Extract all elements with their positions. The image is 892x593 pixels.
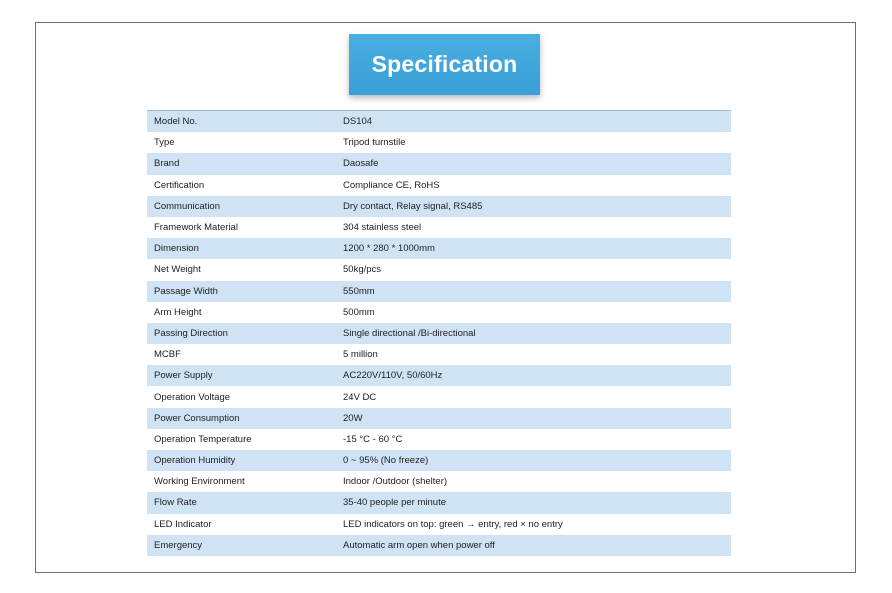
- specification-title-banner: [349, 34, 540, 95]
- spec-label: Model No.: [154, 116, 198, 128]
- spec-value: 0 ~ 95% (No freeze): [343, 455, 429, 467]
- table-row: [147, 492, 731, 513]
- spec-value: 20W: [343, 412, 363, 424]
- table-row: [147, 408, 731, 429]
- table-row: [147, 323, 731, 344]
- spec-label: Arm Height: [154, 306, 202, 318]
- spec-value: 550mm: [343, 285, 375, 297]
- spec-value: Single directional /Bi-directional: [343, 327, 476, 339]
- spec-label: LED Indicator: [154, 518, 212, 530]
- spec-value: 304 stainless steel: [343, 222, 422, 234]
- spec-value: Tripod turnstile: [343, 137, 406, 149]
- spec-value: Dry contact, Relay signal, RS485: [343, 200, 483, 212]
- table-row: [147, 259, 731, 280]
- spec-value: 35-40 people per minute: [343, 497, 446, 509]
- table-row: [147, 238, 731, 259]
- spec-value: 5 million: [343, 349, 378, 361]
- spec-label: Operation Voltage: [154, 391, 231, 403]
- specification-table: [147, 110, 731, 556]
- spec-value: LED indicators on top: green → entry, red × no entry: [343, 518, 563, 530]
- spec-label: MCBF: [154, 349, 181, 361]
- table-row: [147, 196, 731, 217]
- spec-value: 50kg/pcs: [343, 264, 382, 276]
- spec-label: Net Weight: [154, 264, 201, 276]
- table-row: [147, 175, 731, 196]
- table-row: [147, 111, 731, 132]
- spec-label: Flow Rate: [154, 497, 197, 509]
- spec-label: Operation Temperature: [154, 433, 252, 445]
- spec-label: Power Supply: [154, 370, 213, 382]
- table-row: [147, 450, 731, 471]
- spec-value: -15 °C - 60 °C: [343, 433, 403, 445]
- spec-label: Power Consumption: [154, 412, 240, 424]
- table-row: [147, 132, 731, 153]
- table-row: [147, 535, 731, 556]
- spec-label: Communication: [154, 200, 220, 212]
- table-row: [147, 514, 731, 535]
- spec-value: Automatic arm open when power off: [343, 539, 495, 551]
- spec-value: Daosafe: [343, 158, 379, 170]
- table-row: [147, 386, 731, 407]
- spec-value: AC220V/110V, 50/60Hz: [343, 370, 443, 382]
- spec-label: Operation Humidity: [154, 455, 236, 467]
- spec-value: Compliance CE, RoHS: [343, 179, 440, 191]
- spec-label: Certification: [154, 179, 205, 191]
- page-title: Specification: [371, 51, 518, 77]
- spec-value: DS104: [343, 116, 373, 128]
- spec-label: Emergency: [154, 539, 203, 551]
- table-row: [147, 302, 731, 323]
- spec-label: Passing Direction: [154, 327, 228, 339]
- spec-label: Type: [154, 137, 175, 149]
- table-row: [147, 153, 731, 174]
- spec-label: Dimension: [154, 243, 199, 255]
- spec-label: Working Environment: [154, 476, 245, 488]
- spec-label: Framework Material: [154, 222, 238, 234]
- table-row: [147, 344, 731, 365]
- table-row: [147, 471, 731, 492]
- table-row: [147, 217, 731, 238]
- spec-value: Indoor /Outdoor (shelter): [343, 476, 448, 488]
- table-row: [147, 281, 731, 302]
- spec-value: 24V DC: [343, 391, 377, 403]
- spec-value: 500mm: [343, 306, 375, 318]
- spec-label: Brand: [154, 158, 180, 170]
- table-row: [147, 429, 731, 450]
- table-row: [147, 365, 731, 386]
- spec-value: 1200 * 280 * 1000mm: [343, 243, 435, 255]
- spec-label: Passage Width: [154, 285, 218, 297]
